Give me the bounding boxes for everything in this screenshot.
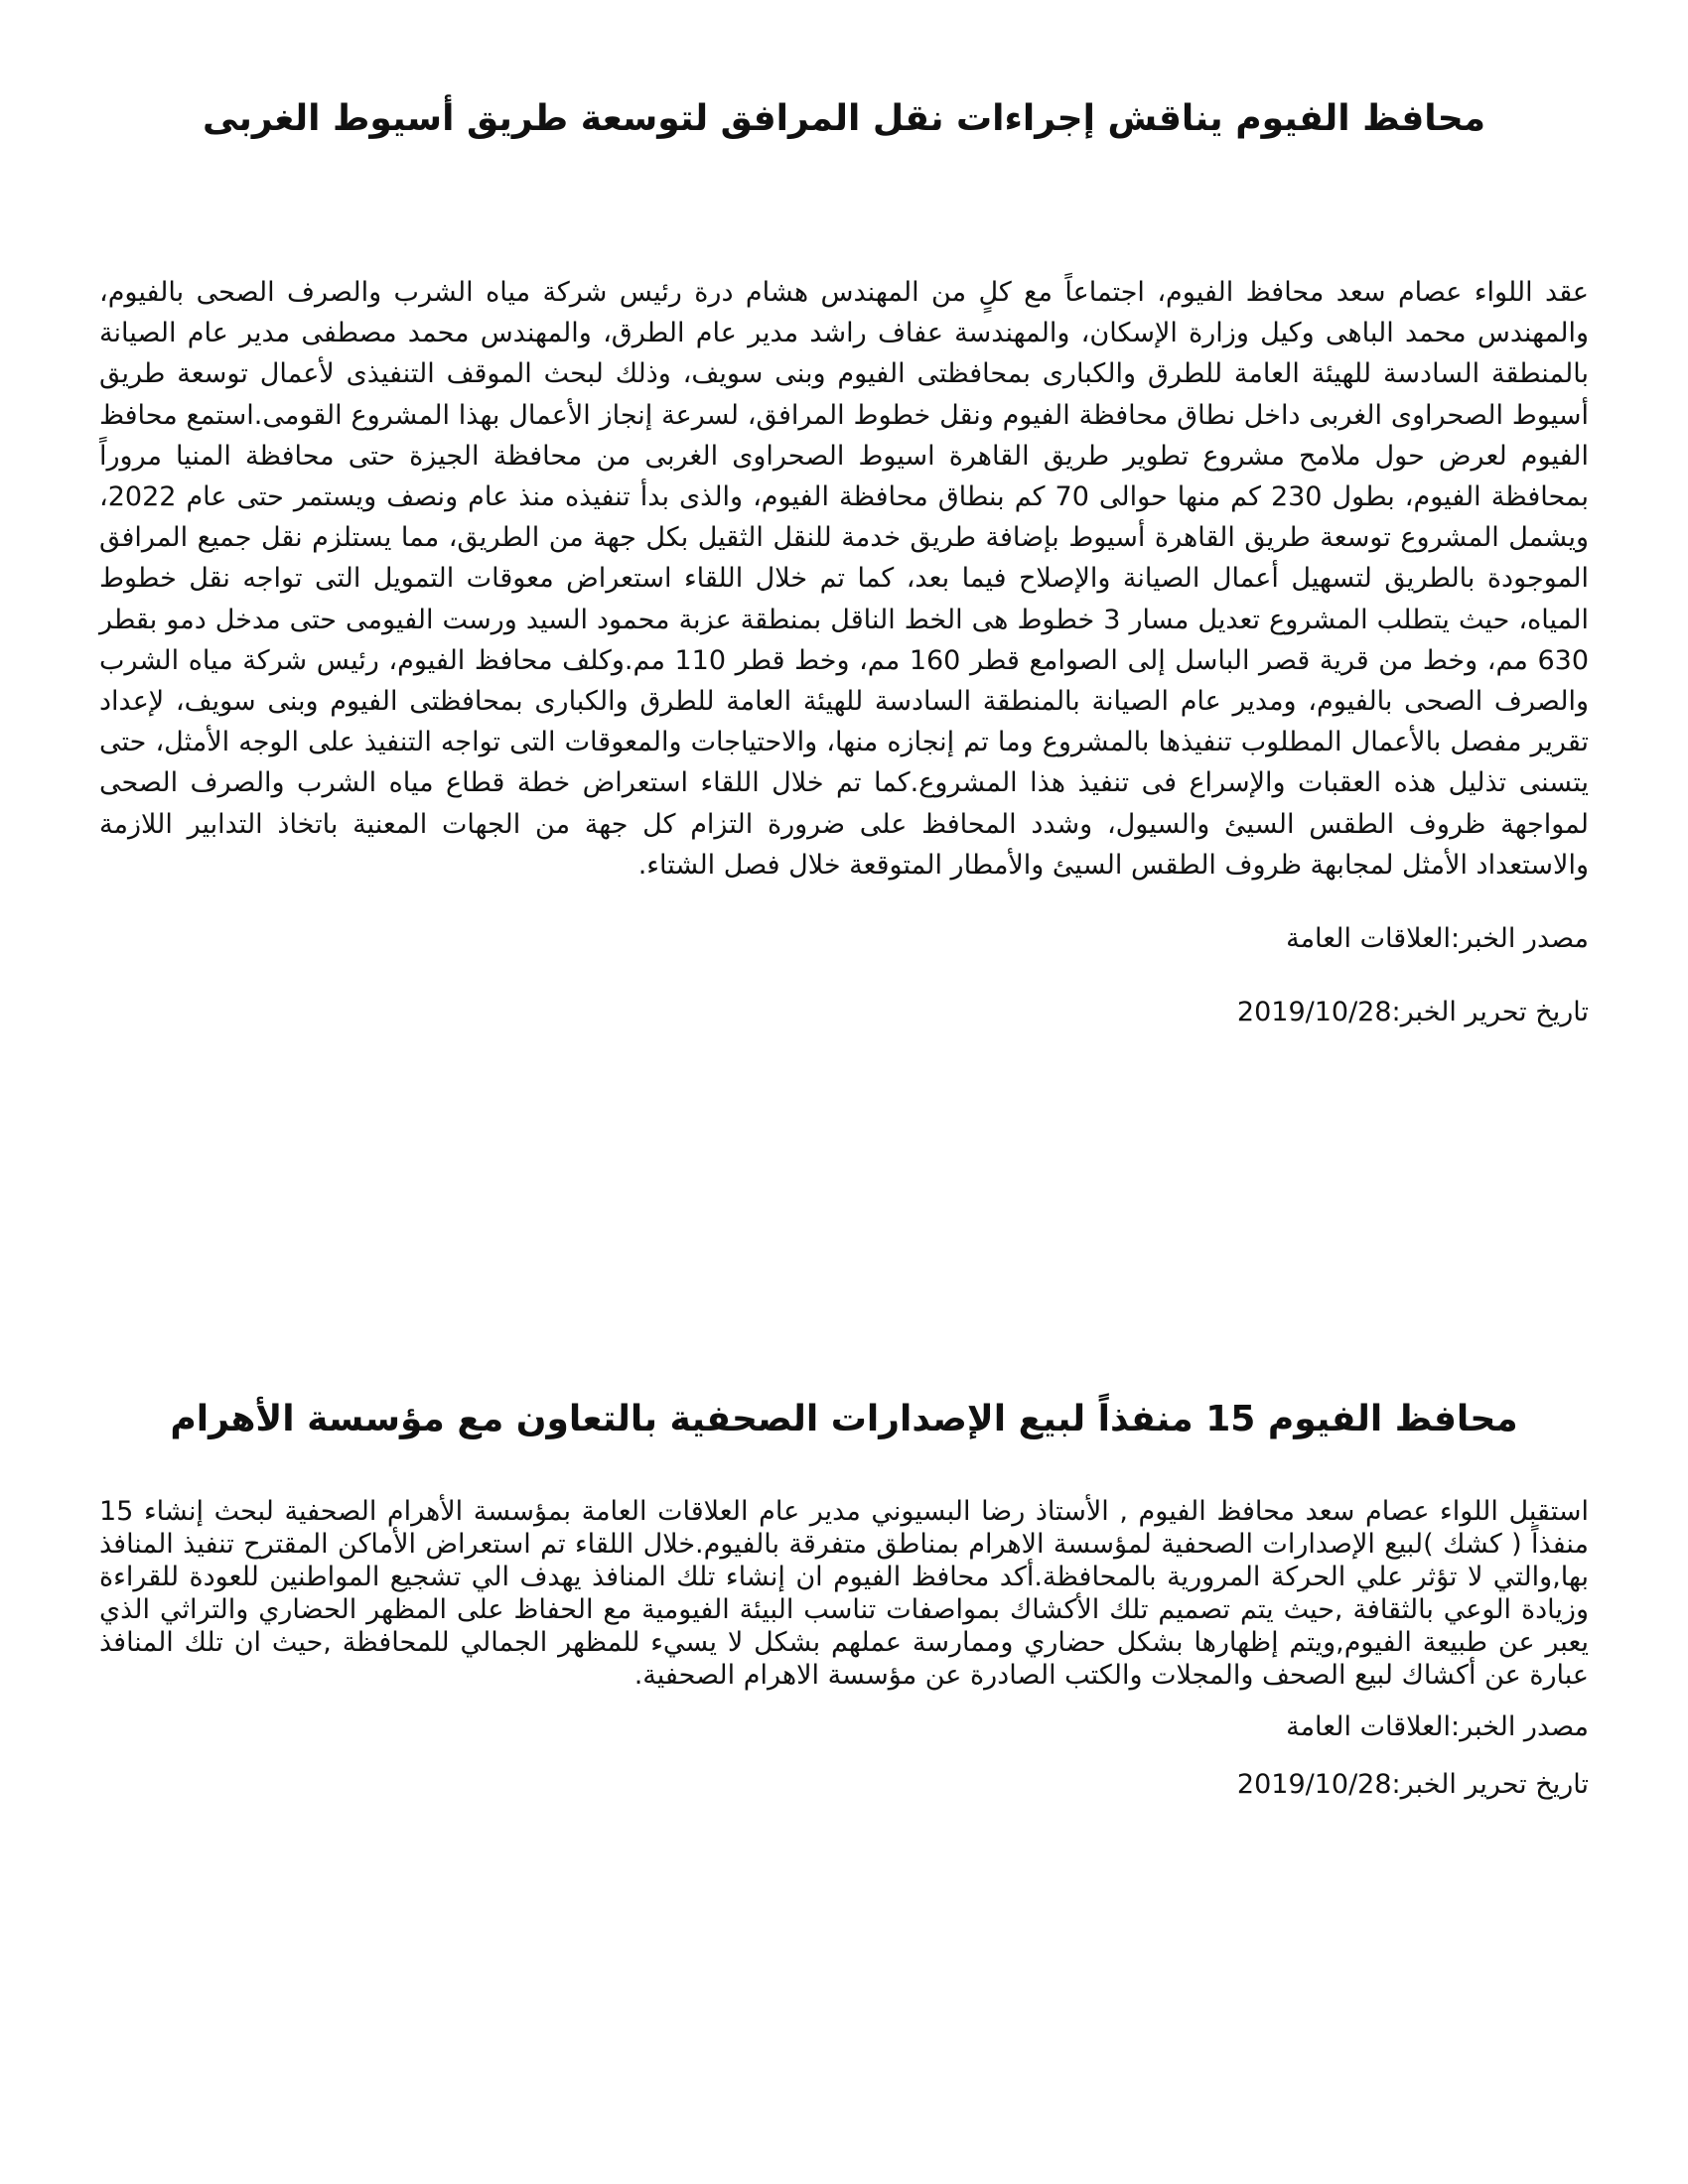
article-source: مصدر الخبر:العلاقات العامة [1286,1711,1589,1742]
news-article-1 [99,91,1589,1032]
article-date: تاريخ تحرير الخبر:2019/10/28 [1236,1769,1589,1800]
article-source: مصدر الخبر:العلاقات العامة [1286,923,1589,955]
article-headline: محافظ الفيوم يناقش إجراءات نقل المرافق لتوسعة طريق أسيوط الغربى [202,98,1486,139]
article-body: عقد اللواء عصام سعد محافظ الفيوم، اجتماعاً مع كلٍ من المهندس هشام درة رئيس شركة مياه الشرب والصرف الصحى بالفيوم، والمهندس محمد الباهى وكيل وزارة الإسكان، والمهندسة عفاف راشد مدير عام الطرق، والمهندس محمد مصطفى مدير عام الصيانة بالمنطقة السادسة للهيئة العامة للطرق والكبارى بمحافظتى الفيوم وبنى سويف، وذلك لبحث الموقف التنفيذى لأعمال توسعة طريق أسيوط الصحراوى الغربى داخل نطاق محافظة الفيوم ونقل خطوط المرافق، لسرعة إنجاز الأعمال بهذا المشروع القومى.استمع محافظ الفيوم لعرض حول ملامح مشروع تطوير طريق القاهرة اسيوط الصحراوى الغربى من محافظة الجيزة حتى محافظة المنيا مروراً بمحافظة الفيوم، بطول 230 كم منها حوالى 70 كم بنطاق محافظة الفيوم، والذى بدأ تنفيذه منذ عام ونصف ويستمر حتى عام 2022، ويشمل المشروع توسعة طريق القاهرة أسيوط بإضافة طريق خدمة للنقل الثقيل بكل جهة من الطريق، مما يستلزم نقل جميع المرافق الموجودة بالطريق لتسهيل أعمال الصيانة والإصلاح فيما بعد، كما تم خلال اللقاء استعراض معوقات التمويل التى تواجه نقل خطوط المياه، حيث يتطلب المشروع تعديل مسار 3 خطوط هى الخط الناقل بمنطقة عزبة محمود السيد ورست الفيومى حتى مدخل دمو بقطر 630 مم، وخط من قرية قصر الباسل إلى الصوامع قطر 160 مم، وخط قطر 110 مم.وكلف محافظ الفيوم، رئيس شركة مياه الشرب والصرف الصحى بالفيوم، ومدير عام الصيانة بالمنطقة السادسة للهيئة العامة للطرق والكبارى بمحافظتى الفيوم وبنى سويف، لإعداد تقرير مفصل بالأعمال المطلوب تنفيذها بالمشروع وما تم إنجازه منها، والاحتياجات والمعوقات التى تواجه التنفيذ على الوجه الأمثل، حتى يتسنى تذليل هذه العقبات والإسراع فى تنفيذ هذا المشروع.كما تم خلال اللقاء استعراض خطة قطاع مياه الشرب والصرف الصحى لمواجهة ظروف الطقس السيئ والسيول، وشدد المحافظ على ضرورة التزام كل جهة من الجهات المعنية باتخاذ التدابير اللازمة والاستعداد الأمثل لمجابهة ظروف الطقس السيئ والأمطار المتوقعة خلال فصل الشتاء. [99,277,1590,881]
article-headline: محافظ الفيوم 15 منفذاً لبيع الإصدارات الصحفية بالتعاون مع مؤسسة الأهرام [170,1399,1518,1439]
article-date: تاريخ تحرير الخبر:2019/10/28 [1236,997,1589,1028]
article-body: استقبل اللواء عصام سعد محافظ الفيوم , الأستاذ رضا البسيوني مدير عام العلاقات العامة بمؤسسة الأهرام الصحفية لبحث إنشاء 15 منفذاً ( كشك )لبيع الإصدارات الصحفية لمؤسسة الاهرام بمناطق متفرقة بالفيوم.خلال اللقاء تم استعراض الأماكن المقترح تنفيذ المنافذ بها,والتي لا تؤثر علي الحركة المرورية بالمحافظة.أكد محافظ الفيوم ان إنشاء تلك المنافذ يهدف الي تشجيع المواطنين للعودة للقراءة وزيادة الوعي بالثقافة ,حيث يتم تصميم تلك الأكشاك بمواصفات تناسب البيئة الفيومية مع الحفاظ على المظهر الحضاري والتراثي الذي يعبر عن طبيعة الفيوم,ويتم إظهارها بشكل حضاري وممارسة عملهم بشكل لا يسيء للمظهر الجمالي للمحافظة ,حيث ان تلك المنافذ عبارة عن أكشاك لبيع الصحف والمجلات والكتب الصادرة عن مؤسسة الاهرام الصحفية. [99,1496,1589,1691]
news-article-2 [99,1392,1589,1805]
